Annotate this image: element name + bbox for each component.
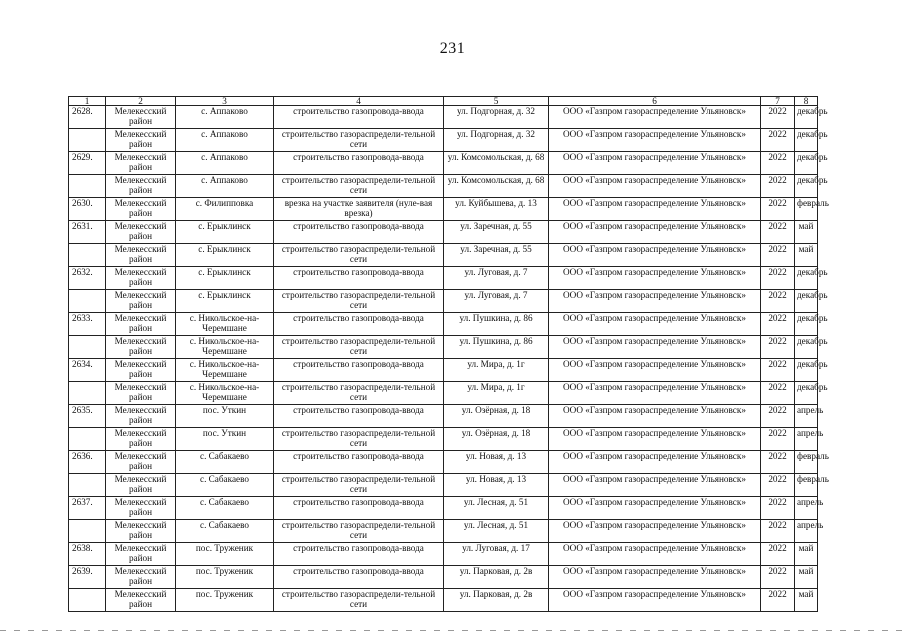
table-row [69, 451, 818, 474]
organization-cell: ООО «Газпром газораспределение Ульяновск» [549, 382, 761, 405]
month-cell: февраль [795, 451, 818, 474]
table-row [69, 152, 818, 175]
settlement-cell: с. Ерыклинск [176, 267, 274, 290]
settlement-cell: с. Аппаково [176, 106, 274, 129]
table-body [69, 96, 829, 612]
district-cell: Мелекесский район [106, 336, 176, 359]
row-number [69, 336, 106, 359]
district-cell: Мелекесский район [106, 405, 176, 428]
month-cell: апрель [795, 497, 818, 520]
settlement-cell: с. Сабакаево [176, 497, 274, 520]
month-cell: декабрь [795, 106, 818, 129]
year-cell: 2022 [761, 566, 795, 589]
address-cell: ул. Подгорная, д. 32 [444, 129, 549, 152]
district-cell: Мелекесский район [106, 198, 176, 221]
district-cell: Мелекесский район [106, 175, 176, 198]
work-type-cell: строительство газораспредели-тельной сети [274, 129, 444, 152]
row-number: 2630. [69, 198, 106, 221]
organization-cell: ООО «Газпром газораспределение Ульяновск» [549, 313, 761, 336]
address-cell: ул. Куйбышева, д. 13 [444, 198, 549, 221]
table-row [69, 106, 818, 129]
work-type-cell: строительство газораспредели-тельной сети [274, 244, 444, 267]
year-cell: 2022 [761, 405, 795, 428]
organization-cell: ООО «Газпром газораспределение Ульяновск» [549, 520, 761, 543]
organization-cell: ООО «Газпром газораспределение Ульяновск» [549, 267, 761, 290]
month-cell: февраль [795, 474, 818, 497]
settlement-cell: с. Ерыклинск [176, 290, 274, 313]
settlement-cell: пос. Уткин [176, 428, 274, 451]
district-cell: Мелекесский район [106, 267, 176, 290]
table-row [69, 382, 818, 405]
district-cell: Мелекесский район [106, 382, 176, 405]
work-type-cell: строительство газораспредели-тельной сети [274, 290, 444, 313]
district-cell: Мелекесский район [106, 520, 176, 543]
month-cell: май [795, 244, 818, 267]
organization-cell: ООО «Газпром газораспределение Ульяновск» [549, 290, 761, 313]
row-number [69, 382, 106, 405]
district-cell: Мелекесский район [106, 566, 176, 589]
year-cell: 2022 [761, 290, 795, 313]
district-cell: Мелекесский район [106, 106, 176, 129]
address-cell: ул. Заречная, д. 55 [444, 221, 549, 244]
settlement-cell: с. Никольское-на-Черемшане [176, 382, 274, 405]
year-cell: 2022 [761, 221, 795, 244]
scan-edge-line [0, 630, 905, 631]
table-row [69, 566, 818, 589]
row-number: 2632. [69, 267, 106, 290]
address-cell: ул. Мира, д. 1г [444, 382, 549, 405]
settlement-cell: пос. Труженик [176, 589, 274, 612]
row-number: 2636. [69, 451, 106, 474]
organization-cell: ООО «Газпром газораспределение Ульяновск» [549, 129, 761, 152]
address-cell: ул. Озёрная, д. 18 [444, 428, 549, 451]
address-cell: ул. Парковая, д. 2в [444, 589, 549, 612]
address-cell: ул. Комсомольская, д. 68 [444, 152, 549, 175]
organization-cell: ООО «Газпром газораспределение Ульяновск» [549, 175, 761, 198]
table-row [69, 497, 818, 520]
month-cell: май [795, 221, 818, 244]
column-number: 1 [69, 97, 106, 106]
address-cell: ул. Пушкина, д. 86 [444, 313, 549, 336]
table-row [69, 267, 818, 290]
organization-cell: ООО «Газпром газораспределение Ульяновск» [549, 198, 761, 221]
settlement-cell: пос. Уткин [176, 405, 274, 428]
table-row [69, 244, 818, 267]
district-cell: Мелекесский район [106, 589, 176, 612]
row-number [69, 474, 106, 497]
district-cell: Мелекесский район [106, 244, 176, 267]
address-cell: ул. Комсомольская, д. 68 [444, 175, 549, 198]
column-number: 2 [106, 97, 176, 106]
year-cell: 2022 [761, 267, 795, 290]
organization-cell: ООО «Газпром газораспределение Ульяновск» [549, 589, 761, 612]
table-row [69, 543, 818, 566]
row-number [69, 428, 106, 451]
organization-cell: ООО «Газпром газораспределение Ульяновск» [549, 451, 761, 474]
address-cell: ул. Подгорная, д. 32 [444, 106, 549, 129]
table-row [69, 589, 818, 612]
year-cell: 2022 [761, 152, 795, 175]
organization-cell: ООО «Газпром газораспределение Ульяновск» [549, 152, 761, 175]
table-row [69, 428, 818, 451]
month-cell: май [795, 566, 818, 589]
work-type-cell: строительство газопровода-ввода [274, 543, 444, 566]
month-cell: апрель [795, 405, 818, 428]
year-cell: 2022 [761, 474, 795, 497]
work-type-cell: строительство газопровода-ввода [274, 267, 444, 290]
settlement-cell: с. Аппаково [176, 129, 274, 152]
year-cell: 2022 [761, 543, 795, 566]
address-cell: ул. Луговая, д. 7 [444, 267, 549, 290]
year-cell: 2022 [761, 497, 795, 520]
table-row [69, 359, 818, 382]
settlement-cell: с. Аппаково [176, 152, 274, 175]
column-number: 6 [549, 97, 761, 106]
page-number: 231 [439, 40, 466, 57]
row-number: 2635. [69, 405, 106, 428]
column-number: 4 [274, 97, 444, 106]
address-cell: ул. Парковая, д. 2в [444, 566, 549, 589]
work-type-cell: строительство газопровода-ввода [274, 451, 444, 474]
address-cell: ул. Пушкина, д. 86 [444, 336, 549, 359]
month-cell: декабрь [795, 152, 818, 175]
settlement-cell: с. Сабакаево [176, 520, 274, 543]
settlement-cell: с. Ерыклинск [176, 221, 274, 244]
month-cell: апрель [795, 428, 818, 451]
year-cell: 2022 [761, 129, 795, 152]
district-cell: Мелекесский район [106, 152, 176, 175]
district-cell: Мелекесский район [106, 359, 176, 382]
table-row [69, 405, 818, 428]
row-number: 2633. [69, 313, 106, 336]
month-cell: декабрь [795, 175, 818, 198]
row-number: 2634. [69, 359, 106, 382]
month-cell: май [795, 589, 818, 612]
year-cell: 2022 [761, 359, 795, 382]
column-numbers-row [69, 97, 818, 106]
month-cell: май [795, 543, 818, 566]
year-cell: 2022 [761, 106, 795, 129]
row-number: 2637. [69, 497, 106, 520]
row-number [69, 589, 106, 612]
organization-cell: ООО «Газпром газораспределение Ульяновск» [549, 336, 761, 359]
row-number [69, 520, 106, 543]
year-cell: 2022 [761, 589, 795, 612]
work-type-cell: строительство газораспредели-тельной сети [274, 474, 444, 497]
district-cell: Мелекесский район [106, 497, 176, 520]
work-type-cell: строительство газопровода-ввода [274, 106, 444, 129]
work-type-cell: строительство газораспредели-тельной сети [274, 520, 444, 543]
organization-cell: ООО «Газпром газораспределение Ульяновск» [549, 221, 761, 244]
district-cell: Мелекесский район [106, 474, 176, 497]
organization-cell: ООО «Газпром газораспределение Ульяновск» [549, 244, 761, 267]
table-row [69, 129, 818, 152]
district-cell: Мелекесский район [106, 221, 176, 244]
district-cell: Мелекесский район [106, 313, 176, 336]
month-cell: декабрь [795, 129, 818, 152]
month-cell: декабрь [795, 359, 818, 382]
work-type-cell: строительство газопровода-ввода [274, 359, 444, 382]
row-number [69, 244, 106, 267]
table-row [69, 175, 818, 198]
row-number: 2639. [69, 566, 106, 589]
table-row [69, 313, 818, 336]
column-number: 5 [444, 97, 549, 106]
column-number: 3 [176, 97, 274, 106]
work-type-cell: строительство газораспредели-тельной сети [274, 589, 444, 612]
year-cell: 2022 [761, 520, 795, 543]
organization-cell: ООО «Газпром газораспределение Ульяновск» [549, 543, 761, 566]
organization-cell: ООО «Газпром газораспределение Ульяновск» [549, 405, 761, 428]
table-row [69, 221, 818, 244]
month-cell: декабрь [795, 336, 818, 359]
district-cell: Мелекесский район [106, 428, 176, 451]
work-type-cell: строительство газопровода-ввода [274, 313, 444, 336]
work-type-cell: строительство газораспредели-тельной сети [274, 382, 444, 405]
work-type-cell: врезка на участке заявителя (нуле-вая врезка) [274, 198, 444, 221]
address-cell: ул. Лесная, д. 51 [444, 520, 549, 543]
table-row [69, 290, 818, 313]
address-cell: ул. Луговая, д. 17 [444, 543, 549, 566]
district-cell: Мелекесский район [106, 129, 176, 152]
objects-table [68, 96, 829, 612]
settlement-cell: с. Никольское-на-Черемшане [176, 336, 274, 359]
year-cell: 2022 [761, 451, 795, 474]
column-number: 8 [795, 97, 818, 106]
settlement-cell: пос. Труженик [176, 543, 274, 566]
year-cell: 2022 [761, 336, 795, 359]
work-type-cell: строительство газопровода-ввода [274, 497, 444, 520]
year-cell: 2022 [761, 198, 795, 221]
address-cell: ул. Новая, д. 13 [444, 474, 549, 497]
row-number: 2629. [69, 152, 106, 175]
work-type-cell: строительство газопровода-ввода [274, 405, 444, 428]
month-cell: апрель [795, 520, 818, 543]
organization-cell: ООО «Газпром газораспределение Ульяновск» [549, 474, 761, 497]
row-number: 2638. [69, 543, 106, 566]
settlement-cell: с. Ерыклинск [176, 244, 274, 267]
row-number [69, 129, 106, 152]
settlement-cell: с. Никольское-на-Черемшане [176, 359, 274, 382]
row-number [69, 290, 106, 313]
month-cell: декабрь [795, 267, 818, 290]
organization-cell: ООО «Газпром газораспределение Ульяновск» [549, 497, 761, 520]
organization-cell: ООО «Газпром газораспределение Ульяновск» [549, 359, 761, 382]
month-cell: февраль [795, 198, 818, 221]
year-cell: 2022 [761, 313, 795, 336]
settlement-cell: с. Сабакаево [176, 451, 274, 474]
month-cell: декабрь [795, 290, 818, 313]
settlement-cell: с. Сабакаево [176, 474, 274, 497]
year-cell: 2022 [761, 175, 795, 198]
work-type-cell: строительство газопровода-ввода [274, 152, 444, 175]
settlement-cell: пос. Труженик [176, 566, 274, 589]
table-row [69, 198, 818, 221]
address-cell: ул. Озёрная, д. 18 [444, 405, 549, 428]
table-row [69, 474, 818, 497]
district-cell: Мелекесский район [106, 290, 176, 313]
year-cell: 2022 [761, 244, 795, 267]
row-number [69, 175, 106, 198]
year-cell: 2022 [761, 428, 795, 451]
work-type-cell: строительство газораспредели-тельной сети [274, 175, 444, 198]
settlement-cell: с. Никольское-на-Черемшане [176, 313, 274, 336]
work-type-cell: строительство газопровода-ввода [274, 221, 444, 244]
month-cell: декабрь [795, 382, 818, 405]
settlement-cell: с. Аппаково [176, 175, 274, 198]
address-cell: ул. Лесная, д. 51 [444, 497, 549, 520]
district-cell: Мелекесский район [106, 451, 176, 474]
address-cell: ул. Мира, д. 1г [444, 359, 549, 382]
work-type-cell: строительство газораспредели-тельной сети [274, 428, 444, 451]
district-cell: Мелекесский район [106, 543, 176, 566]
organization-cell: ООО «Газпром газораспределение Ульяновск» [549, 428, 761, 451]
table-row [69, 336, 818, 359]
month-cell: декабрь [795, 313, 818, 336]
table-row [69, 520, 818, 543]
row-number: 2628. [69, 106, 106, 129]
work-type-cell: строительство газопровода-ввода [274, 566, 444, 589]
organization-cell: ООО «Газпром газораспределение Ульяновск» [549, 106, 761, 129]
work-type-cell: строительство газораспредели-тельной сети [274, 336, 444, 359]
address-cell: ул. Заречная, д. 55 [444, 244, 549, 267]
settlement-cell: с. Филипповка [176, 198, 274, 221]
column-number: 7 [761, 97, 795, 106]
year-cell: 2022 [761, 382, 795, 405]
address-cell: ул. Луговая, д. 7 [444, 290, 549, 313]
organization-cell: ООО «Газпром газораспределение Ульяновск» [549, 566, 761, 589]
row-number: 2631. [69, 221, 106, 244]
address-cell: ул. Новая, д. 13 [444, 451, 549, 474]
